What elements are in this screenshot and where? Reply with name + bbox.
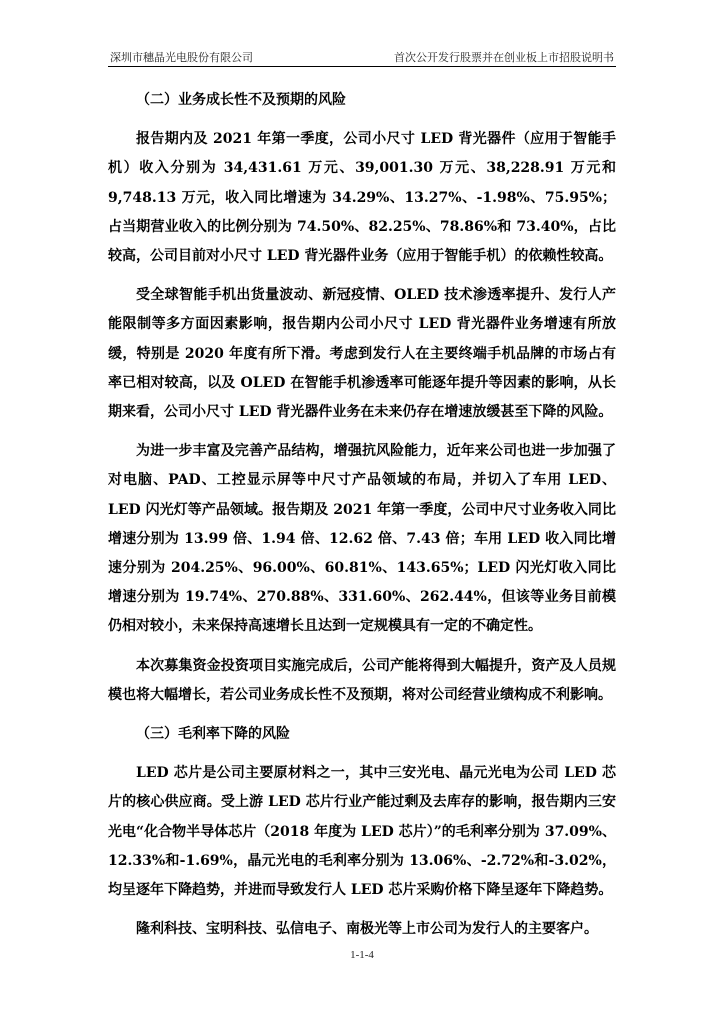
section2-paragraph-1: 报告期内及 2021 年第一季度，公司小尺寸 LED 背光器件（应用于智能手机）收入分别为 34,431.61 万元、39,001.30 万元、38,228.91 万元和 9,748.13 万元，收入同比增速为 34.29%、13.27%、-1.98%、75.95%；占当期营业收入的比例分别为 74.50%、82.25%、78.86%和 73.40%，占比较高，公司目前对小尺寸 LED 背光器件业务（应用于智能手机）的依赖性较高。: [108, 131, 616, 265]
page-number: 1-1-4: [350, 949, 374, 961]
section3-paragraph-2: 隆利科技、宝明科技、弘信电子、南极光等上市公司为发行人的主要客户。: [136, 921, 598, 938]
section3-paragraph-1: LED 芯片是公司主要原材料之一，其中三安光电、晶元光电为公司 LED 芯片的核心供应商。受上游 LED 芯片行业产能过剩及去库存的影响，报告期内三安光电“化合物半导体芯片（2018 年度为 LED 芯片）”的毛利率分别为 37.09%、12.33%和-1.69%，晶元光电的毛利率分别为 13.06%、-2.72%和-3.02%，均呈逐年下降趋势，并进而导致发行人 LED 芯片采购价格下降呈逐年下降趋势。: [108, 765, 616, 899]
section3-heading: （三）毛利率下降的风险: [136, 726, 290, 743]
section2-heading: （二）业务成长性不及预期的风险: [136, 92, 346, 108]
section2-paragraph-4: 本次募集资金投资项目实施完成后，公司产能将得到大幅提升，资产及人员规模也将大幅增长，若公司业务成长性不及预期，将对公司经营业绩构成不利影响。: [108, 657, 616, 703]
header-doc-title: 首次公开发行股票并在创业板上市招股说明书: [394, 51, 614, 64]
header-company: 深圳市穗晶光电股份有限公司: [110, 51, 253, 64]
page-header: [108, 46, 616, 67]
section2-paragraph-3: 为进一步丰富及完善产品结构，增强抗风险能力，近年来公司也进一步加强了对电脑、PAD、工控显示屏等中尺寸产品领域的布局，并切入了车用 LED、LED 闪光灯等产品领域。报告期及 2021 年第一季度，公司中尺寸业务收入同比增速分别为 13.99 倍、1.94 倍、12.62 倍、7.43 倍；车用 LED 收入同比增速分别为 204.25%、96.00%、60.81%、143.65%；LED 闪光灯收入同比增速分别为 19.74%、270.88%、331.60%、262.44%，但该等业务目前模仍相对较小，未来保持高速增长且达到一定规模具有一定的不确定性。: [108, 443, 616, 635]
document-body: [108, 86, 616, 954]
section2-paragraph-2: 受全球智能手机出货量波动、新冠疫情、OLED 技术渗透率提升、发行人产能限制等多方面因素影响，报告期内公司小尺寸 LED 背光器件业务增速有所放缓，特别是 2020 年度有所下滑。考虑到发行人在主要终端手机品牌的市场占有率已相对较高，以及 OLED 在智能手机渗透率可能逐年提升等因素的影响，从长期来看，公司小尺寸 LED 背光器件业务在未来仍存在增速放缓甚至下降的风险。: [108, 287, 616, 421]
